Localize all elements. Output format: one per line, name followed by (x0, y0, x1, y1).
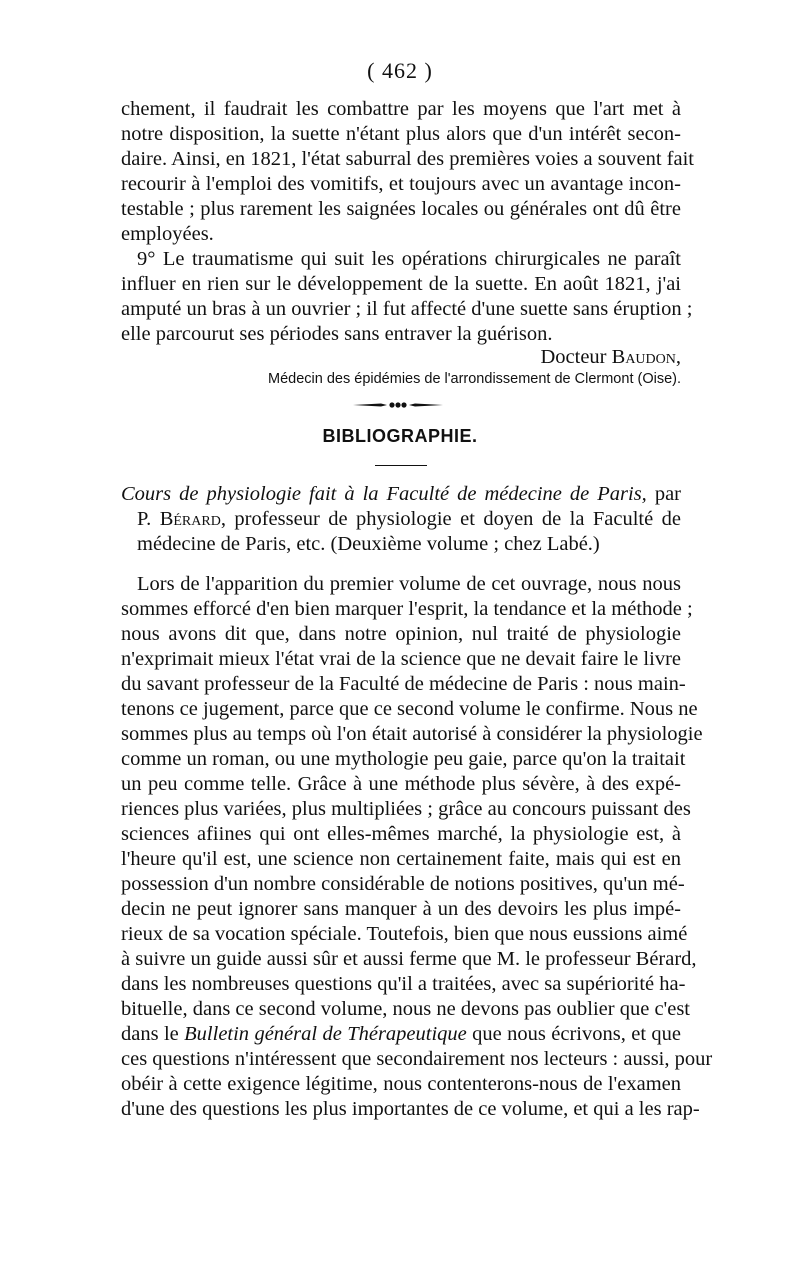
text-line: ces questions n'intéressent que secondairement nos lecteurs : aussi, pour (121, 1048, 713, 1070)
reference-text: , professeur de physiologie et doyen de la Faculté de (220, 508, 681, 530)
text-line: tenons ce jugement, parce que ce second volume le confirme. Nous ne (121, 698, 698, 720)
bulletin-before: dans le (121, 1023, 185, 1045)
text-line: n'exprimait mieux l'état vrai de la science que ne devait faire le livre (121, 648, 681, 670)
signature-name: Baudon (611, 346, 676, 368)
text-line: du savant professeur de la Faculté de médecine de Paris : nous main- (121, 673, 686, 695)
text-line: elle parcourut ses périodes sans entraver la guérison. (121, 323, 553, 345)
text-line (121, 1022, 681, 1047)
text-line: Lors de l'apparition du premier volume de cet ouvrage, nous nous (137, 573, 681, 595)
text-line: possession d'un nombre considérable de notions positives, qu'un mé- (121, 873, 685, 895)
book-reference (121, 482, 681, 557)
text-line: dans les nombreuses questions qu'il a traitées, avec sa supériorité ha- (121, 973, 686, 995)
ornament-divider (353, 398, 443, 412)
page-number: ( 462 ) (367, 58, 433, 83)
text-line: notre disposition, la suette n'étant plus alors que d'un intérêt secon- (121, 123, 681, 145)
bulletin-after: que nous écrivons, et que (466, 1023, 681, 1045)
text-line: riences plus variées, plus multipliées ; grâce au concours puissant des (121, 798, 691, 820)
text-line: un peu comme telle. Grâce à une méthode plus sévère, à des expé- (121, 773, 681, 795)
text-line: d'une des questions les plus importantes de ce volume, et qui a les rap- (121, 1098, 700, 1120)
text-line: 9° Le traumatisme qui suit les opérations chirurgicales ne paraît (137, 248, 681, 270)
text-line: rieux de sa vocation spéciale. Toutefois, bien que nous eussions aimé (121, 923, 688, 945)
text-line: employées. (121, 223, 214, 245)
text-line: influer en rien sur le développement de la suette. En août 1821, j'ai (121, 273, 681, 295)
author-affiliation: Médecin des épidémies de l'arrondissement de Clermont (Oise). (268, 371, 681, 387)
text-line: bituelle, dans ce second volume, nous ne devons pas oublier que c'est (121, 998, 691, 1020)
heading-rule (375, 465, 427, 466)
text-line: obéir à cette exigence légitime, nous contenterons-nous de l'examen (121, 1073, 681, 1095)
book-title: Cours de physiologie fait à la Faculté de médecine de Paris, (121, 483, 647, 505)
text-line: sciences afiines qui ont elles-mêmes marché, la physiologie est, à (121, 823, 681, 845)
text-line: testable ; plus rarement les saignées locales ou générales ont dû être (121, 198, 681, 220)
text-line: nous avons dit que, dans notre opinion, nul traité de physiologie (121, 623, 681, 645)
text-line: sommes plus au temps où l'on était autorisé à considérer la physiologie (121, 723, 703, 745)
top-paragraph (121, 97, 694, 247)
point-nine-paragraph (121, 247, 693, 347)
text-line: sommes efforcé d'en bien marquer l'esprit, la tendance et la méthode ; (121, 598, 693, 620)
author-name: Bérard (159, 508, 221, 530)
reference-line (121, 482, 681, 507)
author-signature (420, 345, 681, 370)
text-line: à suivre un guide aussi sûr et aussi ferme que M. le professeur Bérard, (121, 948, 697, 970)
text-line: amputé un bras à un ouvrier ; il fut affecté d'une suette sans éruption ; (121, 298, 693, 320)
text-line: chement, il faudrait les combattre par les moyens que l'art met à (121, 98, 681, 120)
reference-line (121, 507, 681, 532)
reference-par: par (646, 483, 681, 505)
text-line: l'heure qu'il est, une science non certainement faite, mais qui est en (121, 848, 681, 870)
text-line: recourir à l'emploi des vomitifs, et toujours avec un avantage incon- (121, 173, 681, 195)
text-line: decin ne peut ignorer sans manquer à un des devoirs les plus impé- (121, 898, 681, 920)
text-line: comme un roman, ou une mythologie peu gaie, parce qu'on la traitait (121, 748, 686, 770)
signature-suffix: , (675, 346, 681, 368)
journal-title: Bulletin général de Thérapeutique (184, 1023, 467, 1045)
signature-prefix: Docteur (540, 346, 612, 368)
reference-line: médecine de Paris, etc. (Deuxième volume ; chez Labé.) (137, 533, 600, 555)
author-initial: P. (137, 508, 160, 530)
section-heading: BIBLIOGRAPHIE. (322, 426, 478, 446)
text-line: daire. Ainsi, en 1821, l'état saburral des premières voies a souvent fait (121, 148, 694, 170)
review-paragraph (121, 572, 713, 1122)
